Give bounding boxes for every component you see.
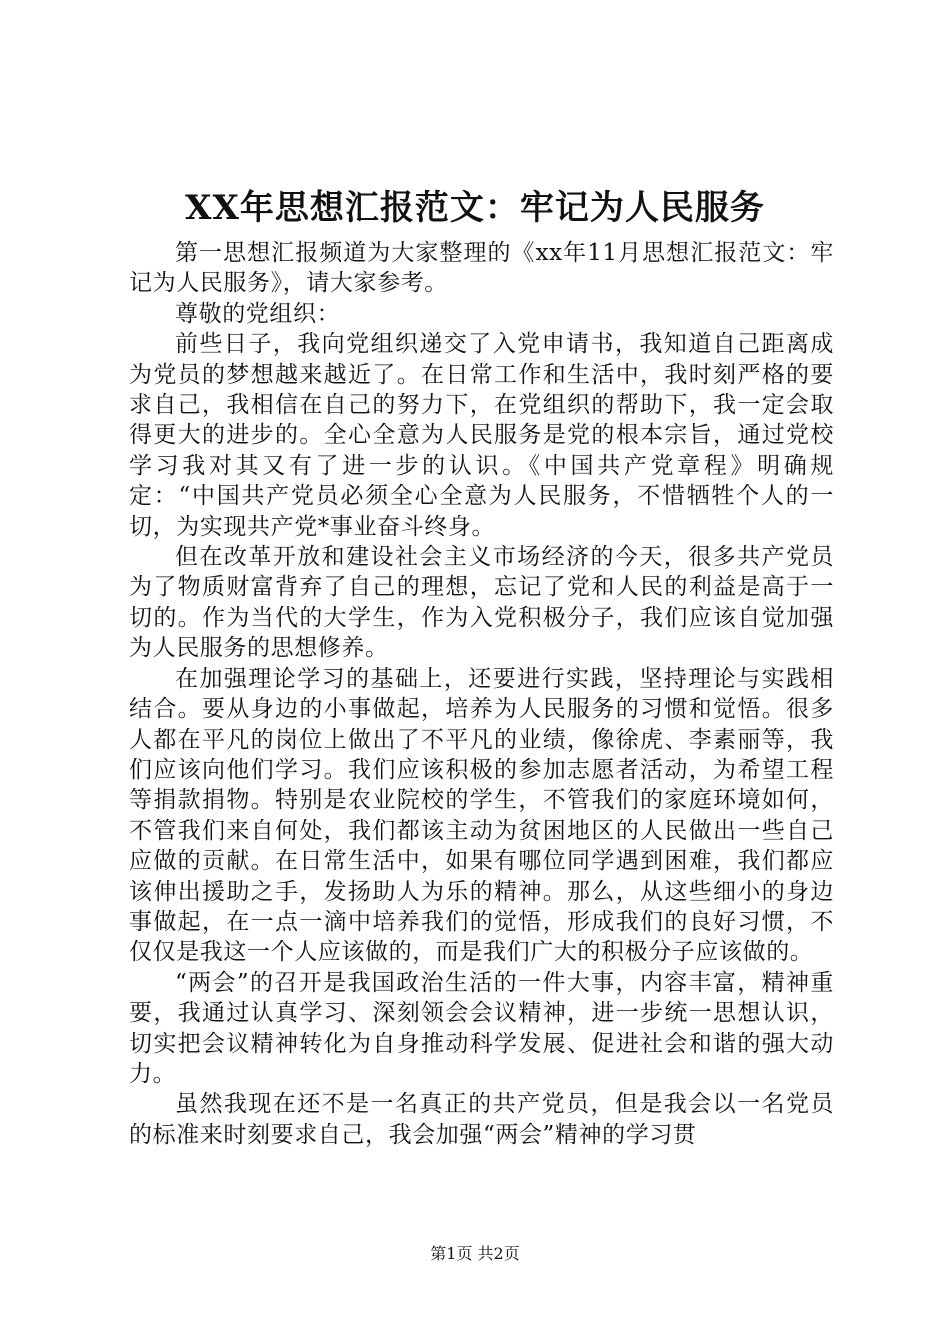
paragraph-body-2: 但在改革开放和建设社会主义市场经济的今天，很多共产党员为了物质财富背弃了自己的理想，忘记了党和人民的利益是高于一切的。作为当代的大学生，作为入党积极分子，我们应该自觉加强为人民服务的思想修养。 [129, 544, 834, 662]
document-title: XX年思想汇报范文：牢记为人民服务 [185, 188, 765, 228]
paragraph-salutation: 尊敬的党组织： [175, 300, 341, 327]
page-footer: 第1页 共2页 [430, 1244, 520, 1263]
document-body [129, 238, 834, 1150]
paragraph-body-3: 在加强理论学习的基础上，还要进行实践，坚持理论与实践相结合。要从身边的小事做起，培养为人民服务的习惯和觉悟。很多人都在平凡的岗位上做出了不平凡的业绩，像徐虎、李素丽等，我们应该向他们学习。我们应该积极的参加志愿者活动，为希望工程等捐款捐物。特别是农业院校的学生，不管我们的家庭环境如何，不管我们来自何处，我们都该主动为贫困地区的人民做出一些自己应做的贡献。在日常生活中，如果有哪位同学遇到困难，我们都应该伸出援助之手，发扬助人为乐的精神。那么，从这些细小的身边事做起，在一点一滴中培养我们的觉悟，形成我们的良好习惯，不仅仅是我这一个人应该做的，而是我们广大的积极分子应该做的。 [129, 665, 834, 966]
paragraph-body-4: “两会”的召开是我国政治生活的一件大事，内容丰富，精神重要，我通过认真学习、深刻领会会议精神，进一步统一思想认识，切实把会议精神转化为自身推动科学发展、促进社会和谐的强大动力。 [129, 969, 834, 1087]
paragraph-intro: 第一思想汇报频道为大家整理的《xx年11月思想汇报范文：牢记为人民服务》，请大家参考。 [129, 240, 834, 297]
paragraph-body-5: 虽然我现在还不是一名真正的共产党员，但是我会以一名党员的标准来时刻要求自己，我会加强“两会”精神的学习贯 [129, 1091, 834, 1148]
paragraph-body-1: 前些日子，我向党组织递交了入党申请书，我知道自己距离成为党员的梦想越来越近了。在日常工作和生活中，我时刻严格的要求自己，我相信在自己的努力下，在党组织的帮助下，我一定会取得更大的进步的。全心全意为人民服务是党的根本宗旨，通过党校学习我对其又有了进一步的认识。《中国共产党章程》明确规定：“中国共产党员必须全心全意为人民服务，不惜牺牲个人的一切，为实现共产党*事业奋斗终身。 [129, 331, 834, 540]
